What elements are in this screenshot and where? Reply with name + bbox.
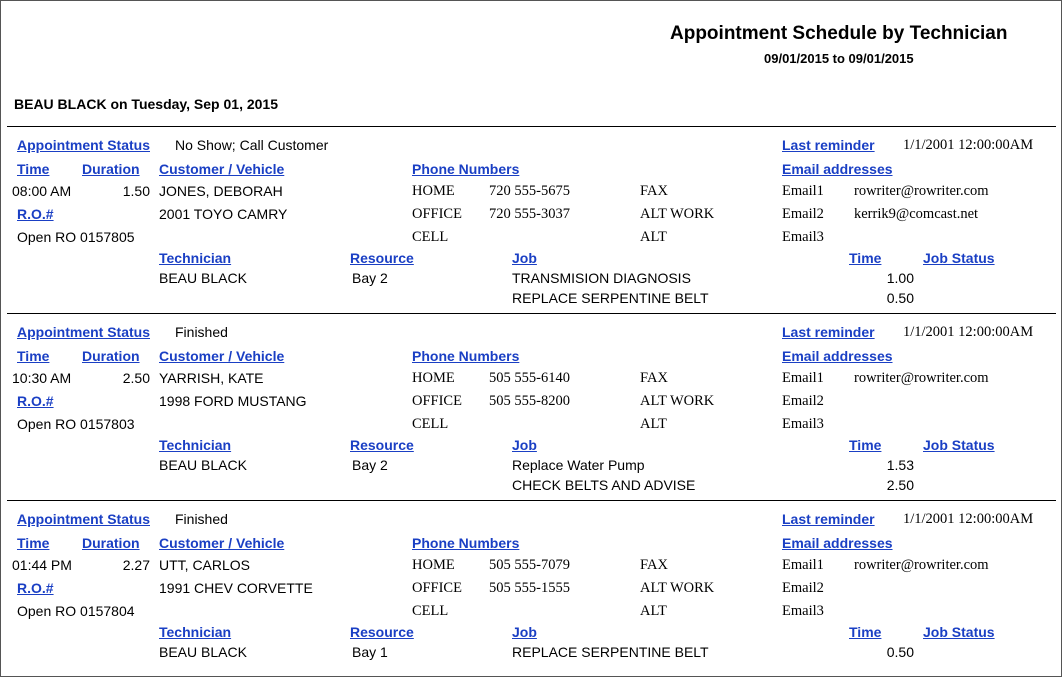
- report-title: Appointment Schedule by Technician: [670, 23, 1008, 44]
- job-status-header[interactable]: Job Status: [923, 437, 995, 453]
- phone-cell-label: CELL: [412, 229, 449, 245]
- vehicle: 1991 CHEV CORVETTE: [159, 580, 313, 596]
- phone-alt-work-label: ALT WORK: [640, 580, 715, 596]
- job-time: 0.50: [886, 644, 914, 660]
- ro-value: Open RO 0157804: [17, 603, 135, 619]
- technician-name: BEAU BLACK: [159, 644, 247, 660]
- job-description: TRANSMISION DIAGNOSIS: [512, 270, 691, 286]
- email1-value[interactable]: rowriter@rowriter.com: [854, 557, 989, 573]
- vehicle: 2001 TOYO CAMRY: [159, 206, 288, 222]
- phone-cell-label: CELL: [412, 416, 449, 432]
- last-reminder-label[interactable]: Last reminder: [782, 324, 875, 340]
- ro-header[interactable]: R.O.#: [17, 580, 54, 596]
- email3-label: Email3: [782, 603, 824, 619]
- email-addresses-header[interactable]: Email addresses: [782, 161, 893, 177]
- phone-home-value: 720 555-5675: [489, 183, 570, 199]
- job-time-header[interactable]: Time: [849, 437, 882, 453]
- job-description: CHECK BELTS AND ADVISE: [512, 477, 696, 493]
- technician-name: BEAU BLACK: [159, 457, 247, 473]
- appointment-divider: [7, 500, 1056, 501]
- phone-alt-label: ALT: [640, 416, 667, 432]
- phone-alt-label: ALT: [640, 229, 667, 245]
- job-time-header[interactable]: Time: [849, 250, 882, 266]
- time-header[interactable]: Time: [17, 535, 50, 551]
- email3-label: Email3: [782, 416, 824, 432]
- job-description: REPLACE SERPENTINE BELT: [512, 644, 709, 660]
- job-time: 2.50: [886, 477, 914, 493]
- job-status-header[interactable]: Job Status: [923, 624, 995, 640]
- appointment-status-value: Finished: [175, 324, 228, 340]
- phone-office-value: 505 555-1555: [489, 580, 570, 596]
- resource-header[interactable]: Resource: [350, 250, 414, 266]
- ro-header[interactable]: R.O.#: [17, 206, 54, 222]
- customer-name: JONES, DEBORAH: [159, 183, 283, 199]
- ro-value: Open RO 0157803: [17, 416, 135, 432]
- time-header[interactable]: Time: [17, 161, 50, 177]
- last-reminder-value: 1/1/2001 12:00:00AM: [903, 137, 1034, 153]
- technician-day-heading: BEAU BLACK on Tuesday, Sep 01, 2015: [14, 96, 278, 112]
- customer-name: UTT, CARLOS: [159, 557, 251, 573]
- phone-alt-work-label: ALT WORK: [640, 393, 715, 409]
- customer-vehicle-header[interactable]: Customer / Vehicle: [159, 348, 285, 364]
- appointment-duration: 1.50: [122, 183, 150, 199]
- resource-value: Bay 1: [352, 644, 388, 660]
- email-addresses-header[interactable]: Email addresses: [782, 535, 893, 551]
- time-header[interactable]: Time: [17, 348, 50, 364]
- phone-home-label: HOME: [412, 183, 455, 199]
- appointment-status-label[interactable]: Appointment Status: [17, 137, 150, 153]
- phone-home-label: HOME: [412, 370, 455, 386]
- customer-name: YARRISH, KATE: [159, 370, 264, 386]
- vehicle: 1998 FORD MUSTANG: [159, 393, 307, 409]
- job-time-header[interactable]: Time: [849, 624, 882, 640]
- email1-value[interactable]: rowriter@rowriter.com: [854, 183, 989, 199]
- appointment-divider: [7, 313, 1056, 314]
- phone-home-label: HOME: [412, 557, 455, 573]
- email1-label: Email1: [782, 183, 824, 199]
- appointment-duration: 2.27: [122, 557, 150, 573]
- last-reminder-label[interactable]: Last reminder: [782, 511, 875, 527]
- technician-header[interactable]: Technician: [159, 624, 232, 640]
- appointment-status-value: Finished: [175, 511, 228, 527]
- appointment-divider: [7, 126, 1056, 127]
- appointment-duration: 2.50: [122, 370, 150, 386]
- phone-alt-work-label: ALT WORK: [640, 206, 715, 222]
- phone-office-value: 505 555-8200: [489, 393, 570, 409]
- phone-fax-label: FAX: [640, 183, 668, 199]
- appointment-time: 10:30 AM: [12, 370, 72, 386]
- phone-fax-label: FAX: [640, 557, 668, 573]
- email-addresses-header[interactable]: Email addresses: [782, 348, 893, 364]
- technician-name: BEAU BLACK: [159, 270, 247, 286]
- duration-header[interactable]: Duration: [82, 535, 140, 551]
- phone-office-label: OFFICE: [412, 393, 462, 409]
- appointment-time: 01:44 PM: [12, 557, 72, 573]
- job-time: 1.00: [886, 270, 914, 286]
- job-description: Replace Water Pump: [512, 457, 645, 473]
- phone-numbers-header[interactable]: Phone Numbers: [412, 535, 520, 551]
- appointment-status-label[interactable]: Appointment Status: [17, 324, 150, 340]
- report-date-range: 09/01/2015 to 09/01/2015: [764, 51, 914, 66]
- phone-numbers-header[interactable]: Phone Numbers: [412, 348, 520, 364]
- email1-label: Email1: [782, 370, 824, 386]
- ro-value: Open RO 0157805: [17, 229, 135, 245]
- job-header[interactable]: Job: [512, 250, 537, 266]
- resource-value: Bay 2: [352, 457, 388, 473]
- last-reminder-value: 1/1/2001 12:00:00AM: [903, 511, 1034, 527]
- job-time: 1.53: [886, 457, 914, 473]
- email2-value[interactable]: kerrik9@comcast.net: [854, 206, 979, 222]
- job-header[interactable]: Job: [512, 437, 537, 453]
- appointment-time: 08:00 AM: [12, 183, 72, 199]
- email2-label: Email2: [782, 206, 824, 222]
- email2-label: Email2: [782, 580, 824, 596]
- phone-office-label: OFFICE: [412, 206, 462, 222]
- phone-office-label: OFFICE: [412, 580, 462, 596]
- email1-label: Email1: [782, 557, 824, 573]
- technician-header[interactable]: Technician: [159, 250, 232, 266]
- email3-label: Email3: [782, 229, 824, 245]
- phone-alt-label: ALT: [640, 603, 667, 619]
- resource-header[interactable]: Resource: [350, 624, 414, 640]
- phone-home-value: 505 555-7079: [489, 557, 570, 573]
- customer-vehicle-header[interactable]: Customer / Vehicle: [159, 161, 285, 177]
- technician-header[interactable]: Technician: [159, 437, 232, 453]
- last-reminder-value: 1/1/2001 12:00:00AM: [903, 324, 1034, 340]
- appointment-status-label[interactable]: Appointment Status: [17, 511, 150, 527]
- duration-header[interactable]: Duration: [82, 161, 140, 177]
- job-description: REPLACE SERPENTINE BELT: [512, 290, 709, 306]
- job-status-header[interactable]: Job Status: [923, 250, 995, 266]
- resource-value: Bay 2: [352, 270, 388, 286]
- appointment-status-value: No Show; Call Customer: [175, 137, 329, 153]
- duration-header[interactable]: Duration: [82, 348, 140, 364]
- phone-home-value: 505 555-6140: [489, 370, 570, 386]
- customer-vehicle-header[interactable]: Customer / Vehicle: [159, 535, 285, 551]
- ro-header[interactable]: R.O.#: [17, 393, 54, 409]
- phone-fax-label: FAX: [640, 370, 668, 386]
- email1-value[interactable]: rowriter@rowriter.com: [854, 370, 989, 386]
- job-header[interactable]: Job: [512, 624, 537, 640]
- resource-header[interactable]: Resource: [350, 437, 414, 453]
- last-reminder-label[interactable]: Last reminder: [782, 137, 875, 153]
- job-time: 0.50: [886, 290, 914, 306]
- phone-cell-label: CELL: [412, 603, 449, 619]
- phone-office-value: 720 555-3037: [489, 206, 570, 222]
- phone-numbers-header[interactable]: Phone Numbers: [412, 161, 520, 177]
- email2-label: Email2: [782, 393, 824, 409]
